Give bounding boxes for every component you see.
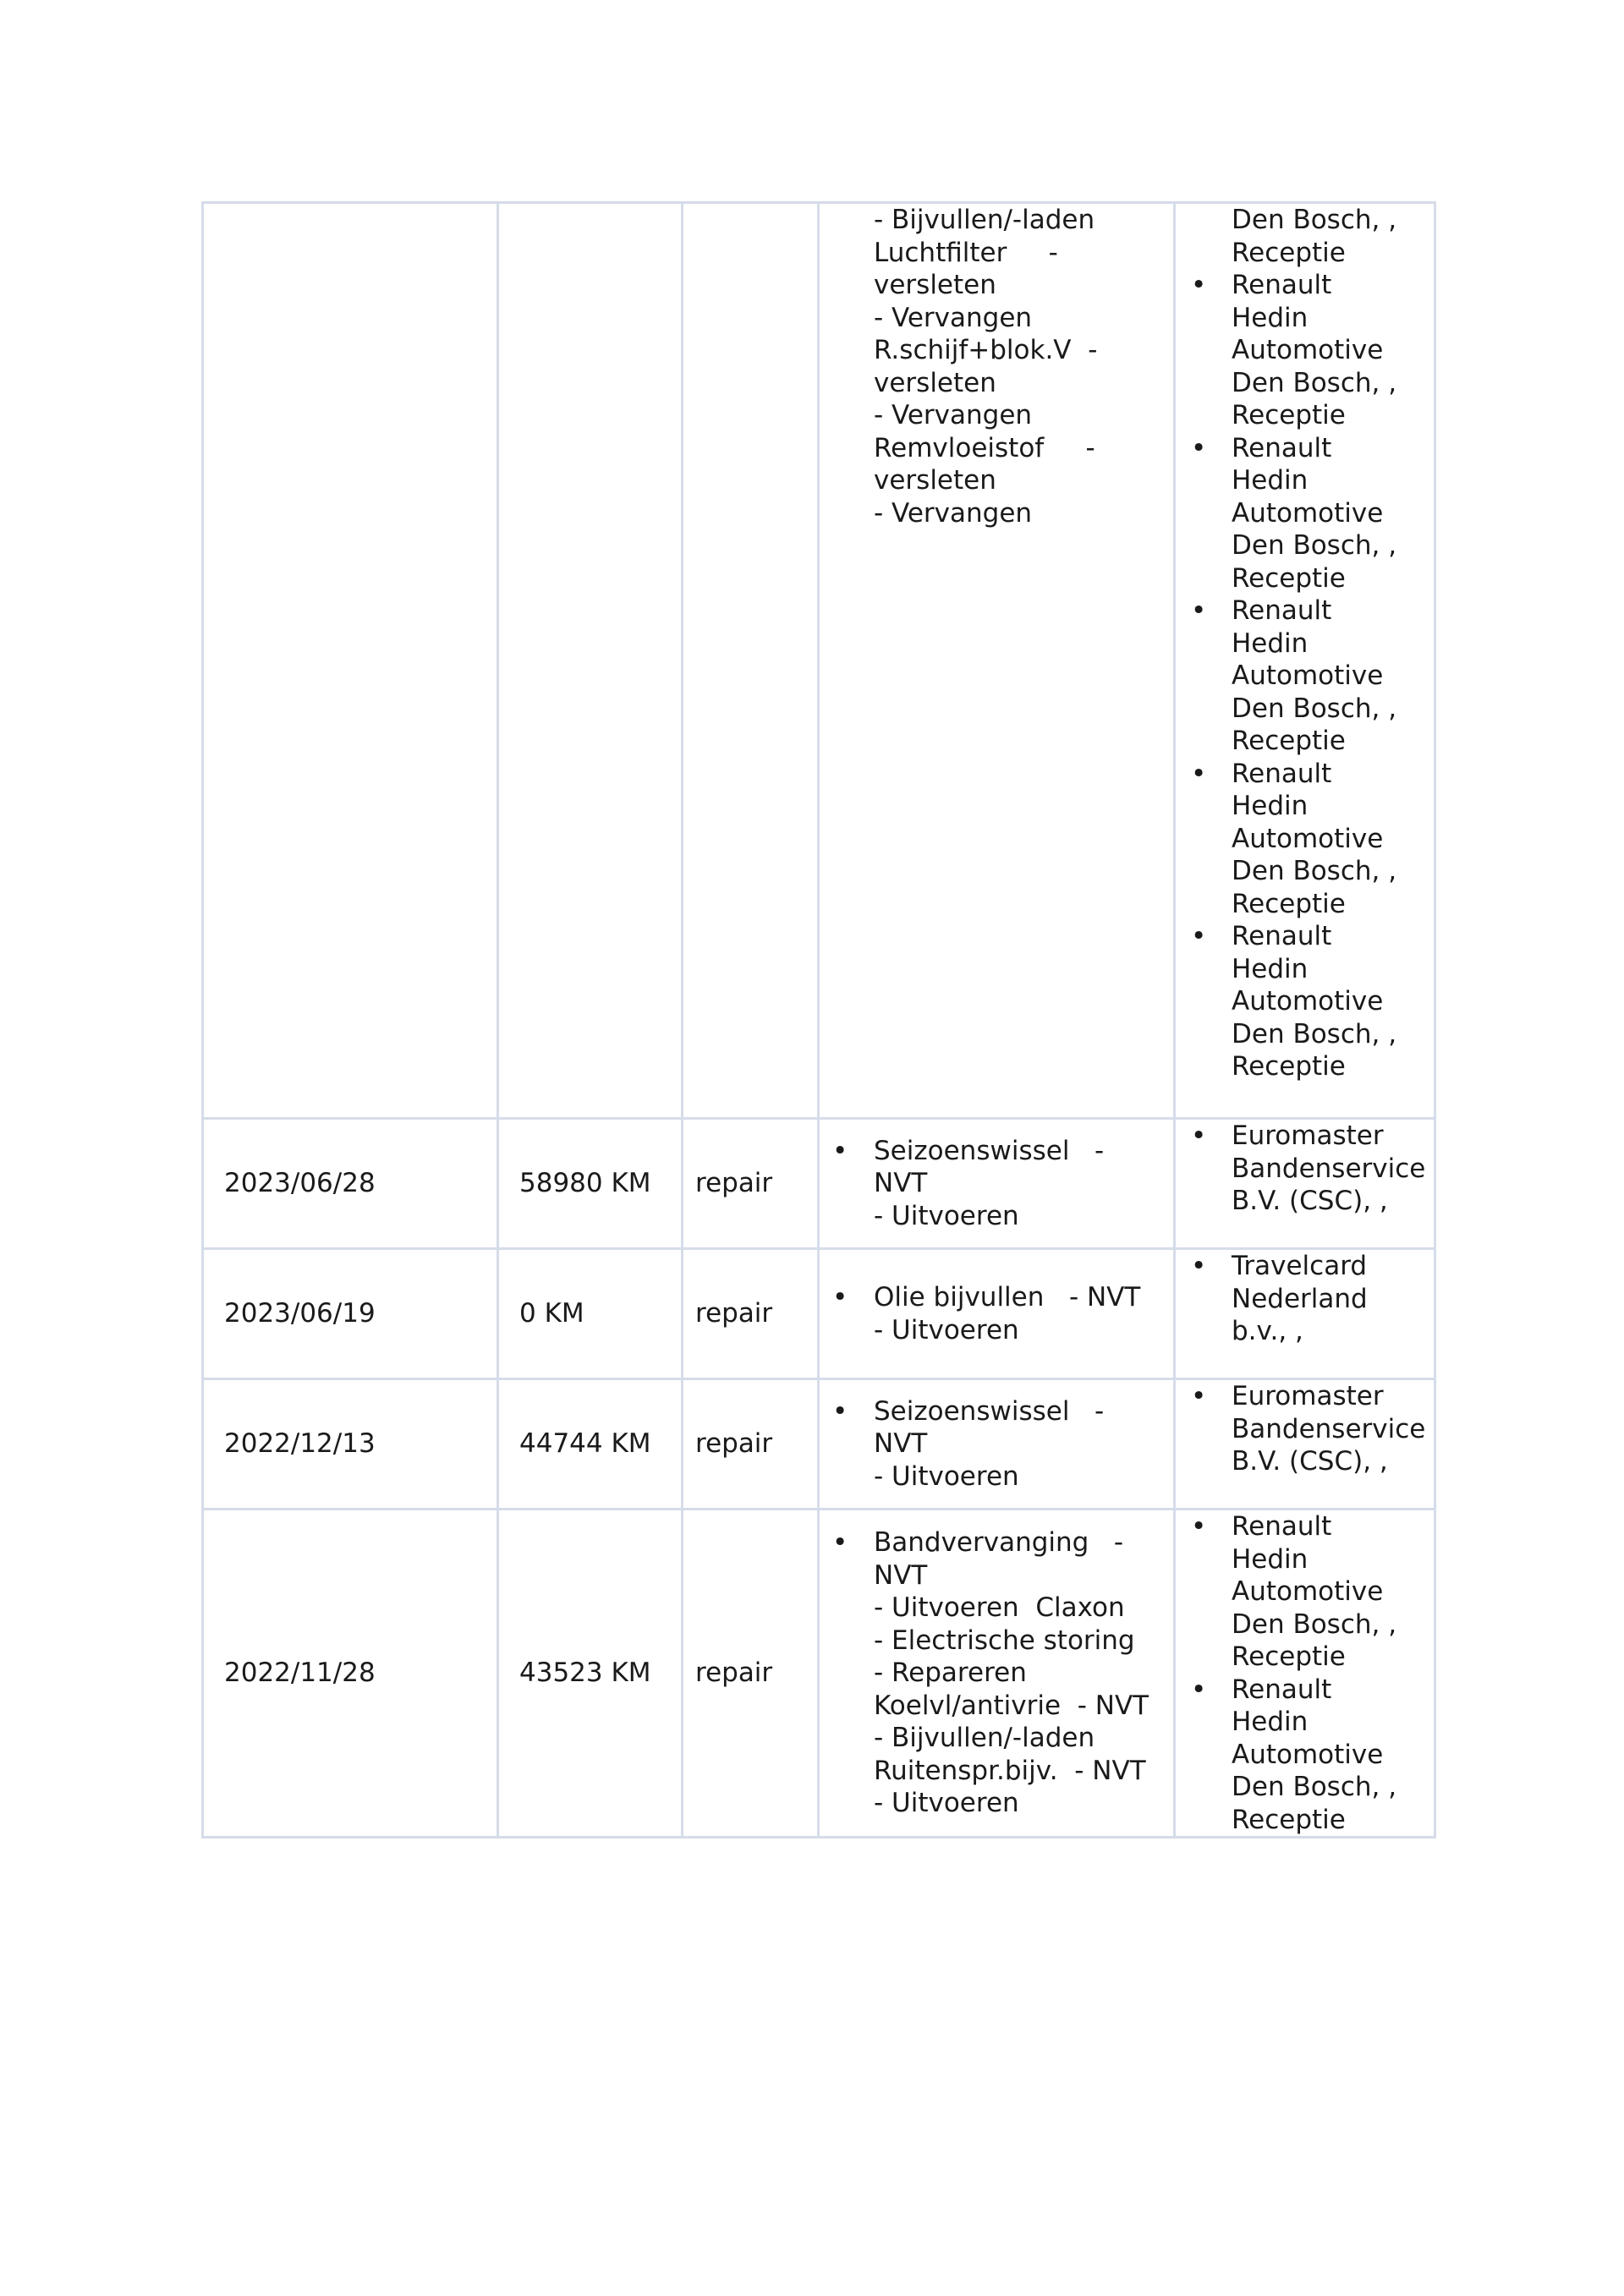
mileage-cell: 58980 KM [498,1119,683,1249]
shop-list [1176,1120,1434,1218]
list-item: • Renault Hedin Automotive Den Bosch, , Receptie [1191,1674,1397,1835]
mileage-cell: 43523 KM [498,1510,683,1838]
mileage-cell: 0 KM [498,1249,683,1379]
table-row [203,203,1435,1119]
table-row [203,1249,1435,1379]
type-cell: repair [683,1379,819,1510]
table-row [203,1379,1435,1510]
list-item: • Renault Hedin Automotive Den Bosch, , Receptie [1191,921,1397,1082]
bullet-icon: • [832,1282,848,1312]
work-list [820,1526,1173,1820]
list-item: • Euromaster Bandenservice B.V. (CSC), , [1191,1381,1426,1477]
bullet-icon: • [832,1527,848,1559]
work-list [820,1135,1173,1233]
list-item: • Renault Hedin Automotive Den Bosch, , Receptie [1191,595,1397,756]
mileage-cell: 44744 KM [498,1379,683,1510]
maintenance-history-table [201,201,1436,1838]
list-item: • Renault Hedin Automotive Den Bosch, , Receptie [1191,758,1397,919]
shop-list [1176,269,1434,1083]
shop-continued-text: Den Bosch, , Receptie [1232,205,1397,268]
type-cell: repair [683,1249,819,1379]
list-item: • Renault Hedin Automotive Den Bosch, , Receptie [1191,1511,1397,1672]
bullet-icon: • [1191,595,1207,626]
date-cell: 2022/12/13 [203,1379,498,1510]
bullet-icon: • [1191,1251,1207,1281]
bullet-icon: • [1191,1511,1207,1542]
type-cell [683,203,819,1119]
bullet-icon: • [1191,1674,1207,1705]
bullet-icon: • [1191,270,1207,300]
table-row [203,1119,1435,1249]
bullet-icon: • [1191,1121,1207,1151]
list-item: • Euromaster Bandenservice B.V. (CSC), , [1191,1121,1426,1216]
list-item: • Renault Hedin Automotive Den Bosch, , Receptie [1191,432,1397,594]
shop-cell [1175,1510,1435,1838]
list-item: • Seizoenswissel - NVT - Uitvoeren [832,1395,1105,1492]
work-continued-text: - Bijvullen/-laden Luchtfilter - versleten - Vervangen R.schijf+blok.V - versleten - Vervangen Remvloeistof - versleten - Vervangen [874,205,1098,529]
date-cell: 2022/11/28 [203,1510,498,1838]
list-item: • Bandvervanging - NVT - Uitvoeren Claxon - Electrische storing - Repareren Koelvl/antivrie - NVT - Bijvullen/-laden Ruitenspr.bijv. - NVT - Uitvoeren [832,1527,1149,1819]
list-item: • Travelcard Nederland b.v., , [1191,1251,1368,1346]
list-item: • Renault Hedin Automotive Den Bosch, , Receptie [1191,270,1397,430]
shop-cell [1175,1379,1435,1510]
list-item: • Olie bijvullen - NVT - Uitvoeren [832,1282,1141,1345]
work-cell [819,203,1175,1119]
shop-list [1176,1250,1434,1348]
bullet-icon: • [1191,758,1207,789]
mileage-cell [498,203,683,1119]
bullet-icon: • [1191,432,1207,463]
work-cell [819,1510,1175,1838]
date-cell [203,203,498,1119]
list-item: • Seizoenswissel - NVT - Uitvoeren [832,1135,1105,1231]
work-cell [819,1119,1175,1249]
table-row [203,1510,1435,1838]
work-list [820,1281,1173,1346]
bullet-icon: • [1191,1381,1207,1411]
work-cell [819,1249,1175,1379]
shop-cell [1175,1249,1435,1379]
date-cell: 2023/06/28 [203,1119,498,1249]
work-cell [819,1379,1175,1510]
shop-cell [1175,1119,1435,1249]
shop-cell [1175,203,1435,1119]
date-cell: 2023/06/19 [203,1249,498,1379]
bullet-icon: • [832,1395,848,1427]
work-list [820,1395,1173,1493]
bullet-icon: • [1191,921,1207,951]
bullet-icon: • [832,1135,848,1166]
type-cell: repair [683,1119,819,1249]
shop-list [1176,1380,1434,1478]
type-cell: repair [683,1510,819,1838]
shop-list [1176,1510,1434,1836]
